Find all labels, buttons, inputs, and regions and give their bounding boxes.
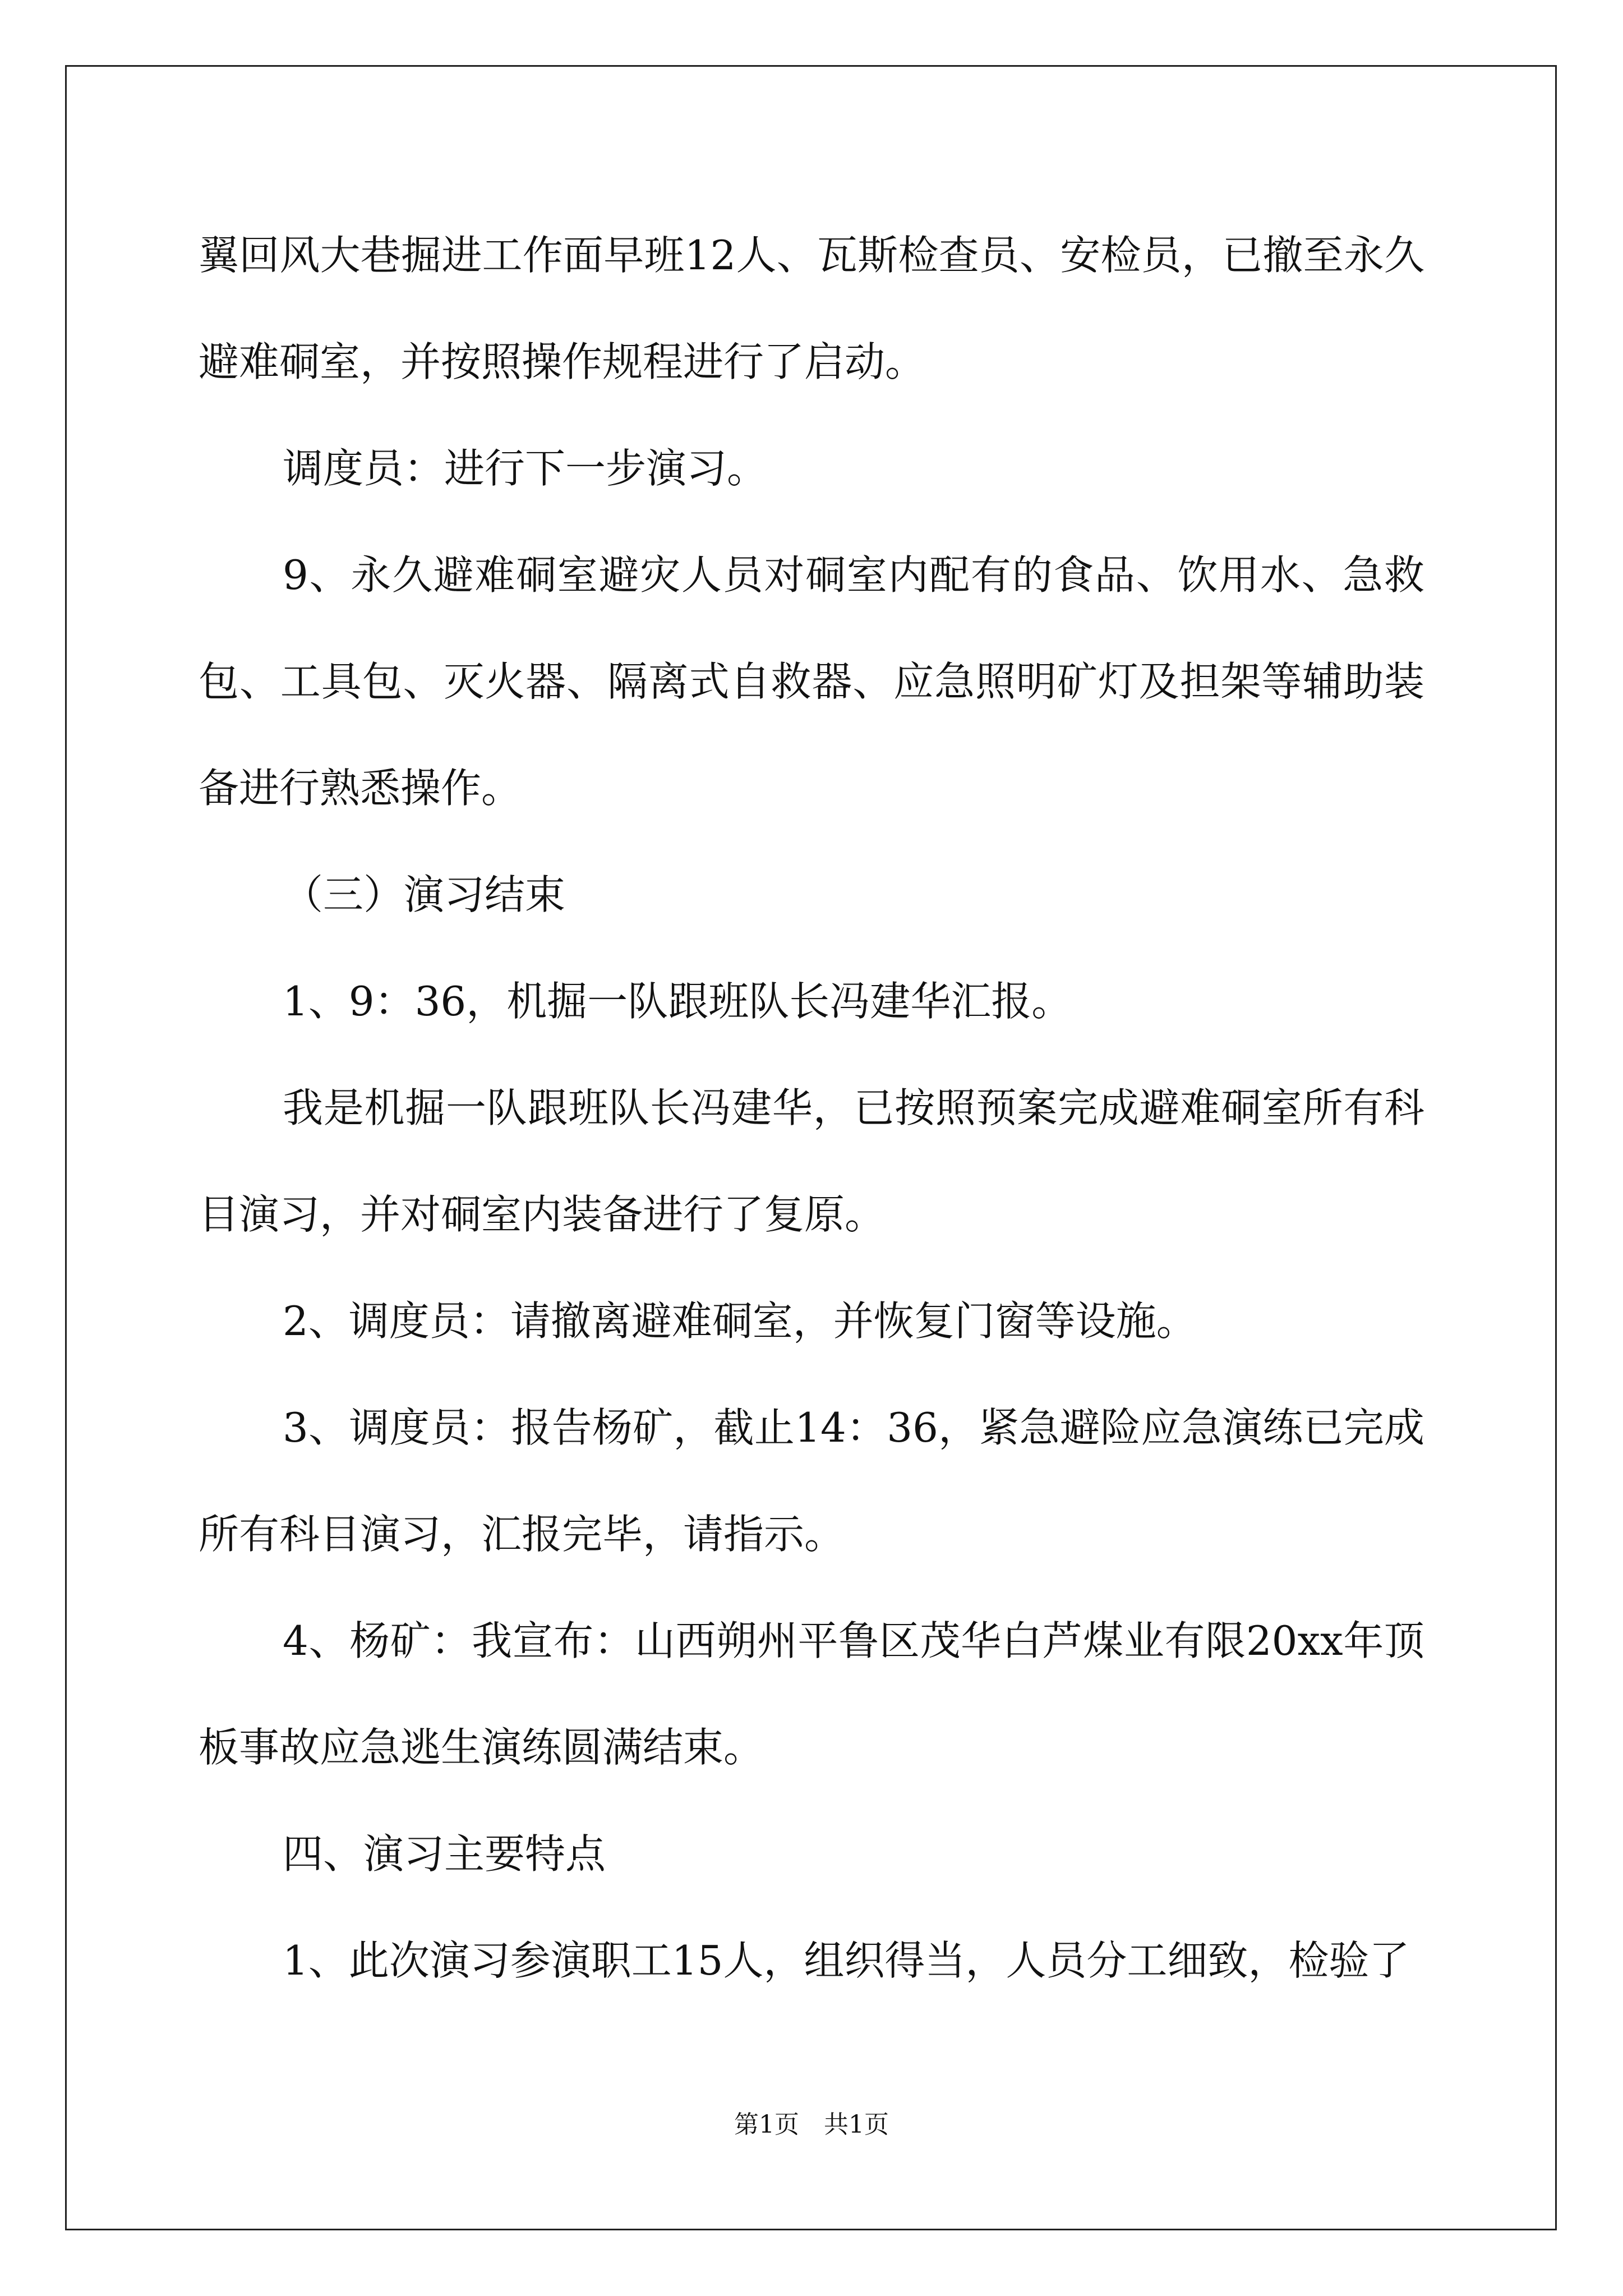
section-heading: 四、演习主要特点 (283, 1830, 606, 1878)
paragraph: 调度员：进行下一步演习。 (283, 445, 768, 492)
paragraph: 1、9：36，机掘一队跟班队长冯建华汇报。 (283, 978, 1072, 1025)
paragraph: 2、调度员：请撤离避难硐室，并恢复门窗等设施。 (283, 1297, 1197, 1345)
section-heading: （三）演习结束 (283, 871, 566, 918)
paragraph: 3、调度员：报告杨矿，截止14：36，紧急避险应急演练已完成所有科目演习，汇报完毕，请指示。 (199, 1404, 1424, 1558)
paragraph: 我是机掘一队跟班队长冯建华，已按照预案完成避难硐室所有科目演习，并对硐室内装备进行了复原。 (199, 1084, 1424, 1238)
paragraph: 4、杨矿：我宣布：山西朔州平鲁区茂华白芦煤业有限20xx年顶板事故应急逃生演练圆满结束。 (199, 1617, 1424, 1771)
paragraph: 1、此次演习参演职工15人，组织得当，人员分工细致，检验了 (283, 1937, 1410, 1984)
document-body (199, 202, 1424, 2014)
page-footer: 第1页 共1页 (734, 2110, 889, 2139)
paragraph: 翼回风大巷掘进工作面早班12人、瓦斯检查员、安检员，已撤至永久避难硐室，并按照操作规程进行了启动。 (199, 232, 1424, 385)
paragraph: 9、永久避难硐室避灾人员对硐室内配有的食品、饮用水、急救包、工具包、灭火器、隔离式自救器、应急照明矿灯及担架等辅助装备进行熟悉操作。 (199, 551, 1424, 812)
